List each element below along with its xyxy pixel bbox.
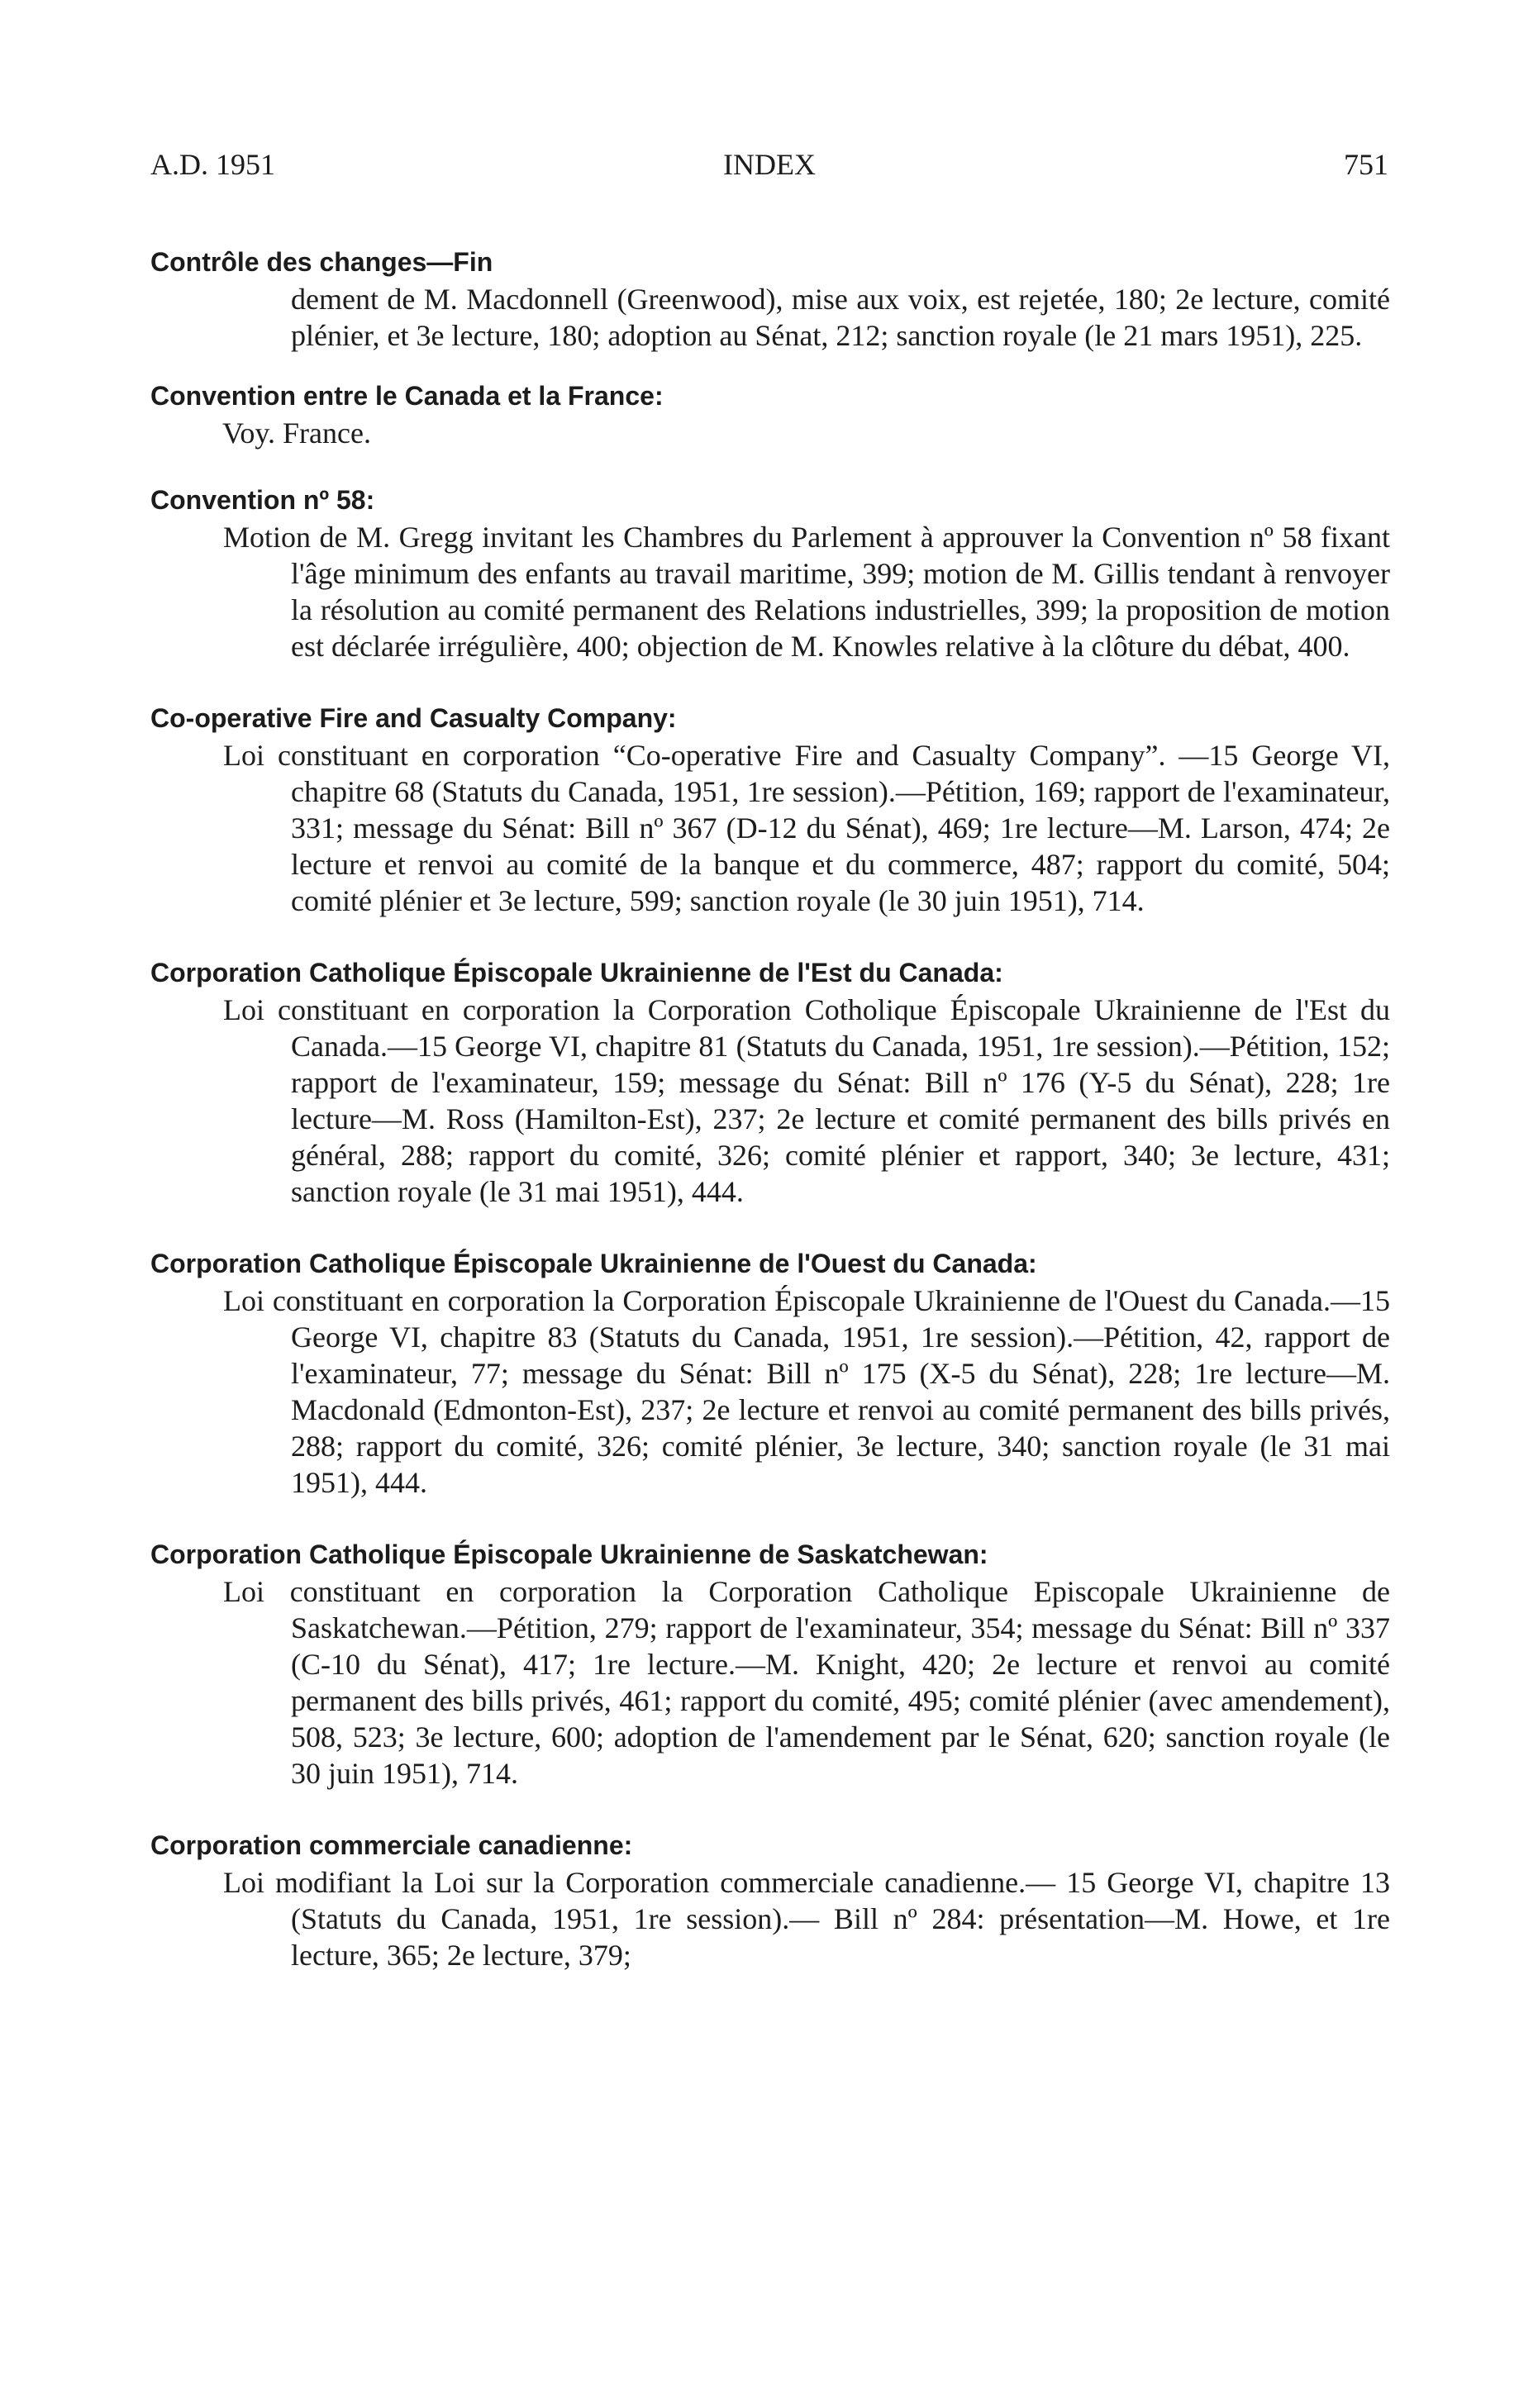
entry-heading: Corporation Catholique Épiscopale Ukrainienne de l'Est du Canada: <box>150 958 1003 987</box>
index-entry <box>150 245 1390 354</box>
entry-text: dement de M. Macdonnell (Greenwood), mise aux voix, est rejetée, 180; 2e lecture, comité plénier, et 3e lecture, 180; adoption au Sénat, 212; sanction royale (le 21 mars 1951), 225. <box>291 283 1390 352</box>
entry-heading: Contrôle des changes—Fin <box>150 247 493 277</box>
entry-heading: Co-operative Fire and Casualty Company: <box>150 703 677 733</box>
entry-heading: Convention entre le Canada et la France: <box>150 381 664 411</box>
entry-text: Motion de M. Gregg invitant les Chambres du Parlement à approuver la Convention nº 58 fixant l'âge minimum des enfants au travail maritime, 399; motion de M. Gillis tendant à renvoyer la résolution au comité permanent des Relations industrielles, 399; la proposition de motion est déclarée irrégulière, 400; objection de M. Knowles relative à la clôture du débat, 400. <box>223 521 1390 663</box>
index-content <box>150 245 1390 2011</box>
header-title: INDEX <box>723 148 816 181</box>
entry-text: Loi constituant en corporation la Corporation Catholique Episcopale Ukrainienne de Saskatchewan.—Pétition, 279; rapport de l'examinateur, 354; message du Sénat: Bill nº 337 (C-10 du Sénat), 417; 1re lecture.—M. Knight, 420; 2e lecture et renvoi au comité permanent des bills privés, 461; rapport du comité, 495; comité plénier (avec amendement), 508, 523; 3e lecture, 600; adoption de l'amendement par le Sénat, 620; sanction royale (le 30 juin 1951), 714. <box>223 1575 1390 1790</box>
entry-text: Loi modifiant la Loi sur la Corporation commerciale canadienne.— 15 George VI, chapitre 13 (Statuts du Canada, 1951, 1re session).— Bill nº 284: présentation—M. Howe, et 1re lecture, 365; 2e lecture, 379; <box>223 1866 1390 1972</box>
index-entry <box>150 483 1390 664</box>
entry-heading: Corporation commerciale canadienne: <box>150 1830 633 1860</box>
index-entry <box>150 955 1390 1210</box>
entry-text: Loi constituant en corporation la Corporation Cotholique Épiscopale Ukrainienne de l'Est du Canada.—15 George VI, chapitre 81 (Statuts du Canada, 1951, 1re session).—Pétition, 152; rapport de l'examinateur, 159; message du Sénat: Bill nº 176 (Y-5 du Sénat), 228; 1re lecture—M. Ross (Hamilton-Est), 237; 2e lecture et comité permanent des bills privés en général, 288; rapport du comité, 326; comité plénier et rapport, 340; 3e lecture, 431; sanction royale (le 31 mai 1951), 444. <box>223 993 1390 1208</box>
index-entry <box>150 701 1390 919</box>
entry-text: Loi constituant en corporation “Co-operative Fire and Casualty Company”. —15 George VI, chapitre 68 (Statuts du Canada, 1951, 1re session).—Pétition, 169; rapport de l'examinateur, 331; message du Sénat: Bill nº 367 (D-12 du Sénat), 469; 1re lecture—M. Larson, 474; 2e lecture et renvoi au comité de la banque et du commerce, 487; rapport du comité, 504; comité plénier et 3e lecture, 599; sanction royale (le 30 juin 1951), 714. <box>223 739 1390 917</box>
entry-heading: Corporation Catholique Épiscopale Ukrainienne de Saskatchewan: <box>150 1540 988 1569</box>
entry-text: Voy. France. <box>222 416 371 450</box>
index-entry <box>150 378 1390 451</box>
index-entry <box>150 1246 1390 1501</box>
index-entry <box>150 1537 1390 1792</box>
page-number: 751 <box>1344 148 1388 181</box>
header-year: A.D. 1951 <box>150 148 275 181</box>
entry-text: Loi constituant en corporation la Corporation Épiscopale Ukrainienne de l'Ouest du Canada.—15 George VI, chapitre 83 (Statuts du Canada, 1951, 1re session).—Pétition, 42, rapport de l'examinateur, 77; message du Sénat: Bill nº 175 (X-5 du Sénat), 228; 1re lecture—M. Macdonald (Edmonton-Est), 237; 2e lecture et renvoi au comité permanent des bills privés, 288; rapport du comité, 326; comité plénier, 3e lecture, 340; sanction royale (le 31 mai 1951), 444. <box>223 1284 1390 1499</box>
index-entry <box>150 1828 1390 1973</box>
entry-heading: Corporation Catholique Épiscopale Ukrainienne de l'Ouest du Canada: <box>150 1249 1037 1278</box>
entry-heading: Convention nº 58: <box>150 485 375 515</box>
page-header <box>150 147 1388 188</box>
